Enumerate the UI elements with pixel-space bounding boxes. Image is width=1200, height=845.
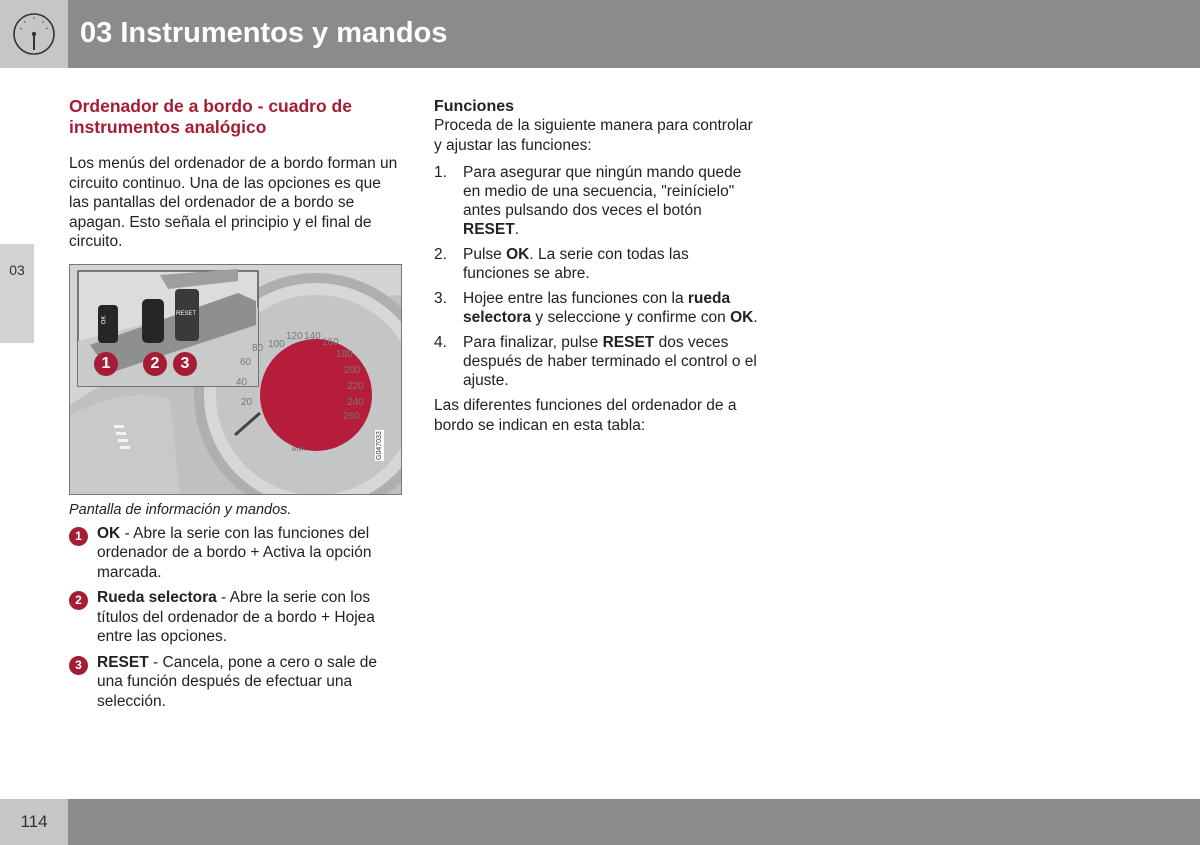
functions-outro: Las diferentes funciones del ordenador de a bordo se indican en esta tabla:: [434, 397, 737, 434]
step-number: 3.: [434, 290, 447, 307]
functions-heading: Funciones: [434, 98, 515, 115]
step-item: [434, 163, 759, 239]
speed-tick: 40: [236, 376, 248, 388]
intro-paragraph: Los menús del ordenador de a bordo forman un circuito continuo. Una de las opciones es que las pantallas del ordenador de a bordo se apagan. Esto señala el principio y el final de circuito.: [69, 155, 398, 250]
step-text: . La serie con todas las funciones se abre.: [463, 246, 689, 282]
step-text: Hojee entre las funciones con la: [463, 290, 688, 307]
speed-tick: 260: [343, 410, 360, 422]
step-text: dos veces después de haber terminado el control o el ajuste.: [463, 334, 757, 389]
step-text: .: [514, 221, 519, 238]
figure-caption: Pantalla de información y mandos.: [69, 501, 292, 518]
step-text: y seleccione y confirme con: [531, 309, 731, 326]
speed-tick: 200: [344, 364, 361, 376]
speed-tick: 100: [268, 338, 285, 350]
figure-image-code: G047033: [376, 430, 383, 460]
speed-tick: 160: [322, 336, 339, 348]
speed-tick: 220: [347, 380, 364, 392]
chapter-icon-box: [0, 0, 68, 68]
speedometer-icon: [0, 0, 68, 68]
section-heading: Ordenador de a bordo - cuadro de instrumentos analógico: [69, 96, 352, 137]
step-bold: OK: [730, 309, 754, 326]
chapter-title: 03 Instrumentos y mandos: [80, 17, 448, 49]
right-column: [434, 97, 759, 435]
step-item: [434, 245, 759, 283]
speed-tick: 240: [347, 396, 364, 408]
speed-tick: 60: [240, 356, 252, 368]
step-number: 4.: [434, 334, 447, 351]
callout-item: [69, 588, 402, 647]
speed-unit-label: km/h: [292, 446, 306, 453]
left-column: [69, 96, 402, 717]
speed-tick: 180: [336, 348, 353, 360]
callout-badge-2: 2: [69, 591, 88, 610]
step-text: Para asegurar que ningún mando quede en medio de una secuencia, "reinícielo" antes pulsando dos veces el botón: [463, 164, 742, 219]
figure-callout-2: 2: [143, 352, 167, 376]
speed-tick: 120: [286, 330, 303, 342]
callout-list: [69, 524, 402, 712]
speed-tick: 80: [252, 342, 264, 354]
step-text: Para finalizar, pulse: [463, 334, 603, 351]
step-text: .: [753, 309, 758, 326]
callout-term: RESET: [97, 653, 149, 671]
step-bold: RESET: [463, 221, 515, 238]
step-item: [434, 333, 759, 390]
stalk-reset-label: RESET: [176, 310, 197, 317]
callout-badge-1: 1: [69, 527, 88, 546]
step-bold: OK: [506, 246, 530, 263]
functions-intro: Proceda de la siguiente manera para controlar y ajustar las funciones:: [434, 117, 753, 154]
chapter-side-tab: [0, 244, 34, 343]
callout-text: - Abre la serie con las funciones del ordenador de a bordo + Activa la opción marcada.: [97, 524, 372, 581]
callout-item: [69, 524, 402, 583]
callout-item: [69, 653, 402, 712]
callout-text: - Cancela, pone a cero o sale de una función después de efectuar una selección.: [97, 653, 378, 710]
callout-term: Rueda selectora: [97, 589, 217, 606]
step-item: [434, 289, 759, 327]
step-text: Pulse: [463, 246, 507, 263]
step-bold: rueda selectora: [463, 290, 731, 326]
speed-tick: 20: [241, 396, 253, 408]
step-number: 1.: [434, 164, 447, 181]
instrument-figure: [69, 264, 402, 495]
page-footer: [0, 799, 1200, 845]
callout-term: OK: [97, 524, 121, 542]
step-bold: RESET: [602, 334, 655, 351]
chapter-side-tab-label: 03: [9, 262, 25, 278]
figure-callout-3: 3: [173, 352, 197, 376]
figure-callout-1: 1: [94, 352, 118, 376]
page-number: 114: [20, 812, 48, 831]
step-number: 2.: [434, 246, 447, 263]
callout-badge-3: 3: [69, 656, 88, 675]
callout-text: - Abre la serie con los títulos del ordenador de a bordo + Hojea entre las opciones.: [97, 589, 375, 645]
steps-list: [434, 163, 759, 390]
stalk-ok-label: OK: [101, 315, 108, 324]
speed-tick: 140: [304, 330, 321, 342]
